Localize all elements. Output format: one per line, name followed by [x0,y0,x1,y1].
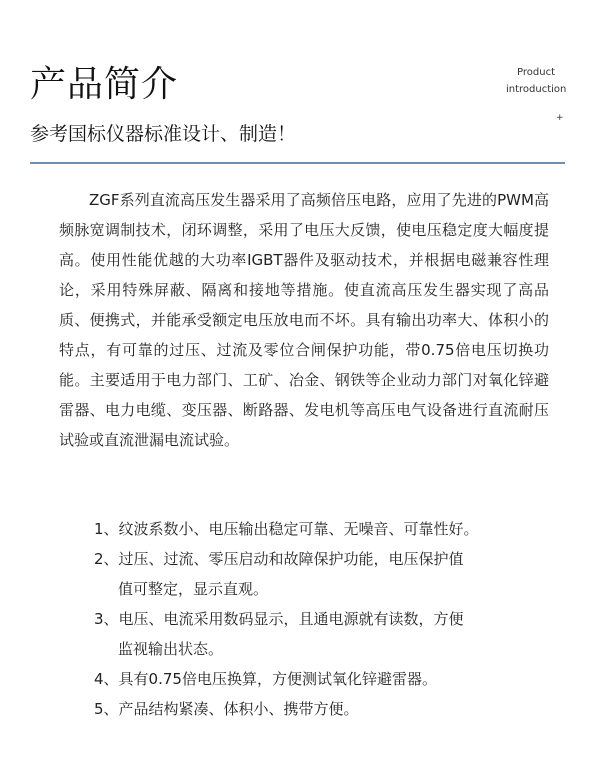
subtitle: 参考国标仪器标准设计、制造！ [30,123,297,145]
feature-item-1-line-1: 1、纹波系数小、电压输出稳定可靠、无噪音、可靠性好。 [94,520,479,538]
divider-line [30,162,565,164]
english-heading [506,64,566,98]
feature-item-3 [94,604,564,664]
feature-item-5-line-1: 5、产品结构紧凑、体积小、携带方便。 [94,700,359,718]
feature-item-2-line-2: 值可整定，显示直观。 [118,580,269,598]
plus-mark: + [556,113,564,123]
feature-list [94,514,564,724]
feature-item-2 [94,544,564,604]
page-title: 产品简介 [30,64,179,105]
feature-item-2-line-1: 2、过压、过流、零压启动和故障保护功能，电压保护值 [94,550,464,568]
feature-item-5 [94,694,564,724]
english-heading-line-1: Product [517,67,555,78]
feature-item-4-line-1: 4、具有0.75倍电压换算，方便测试氧化锌避雷器。 [94,670,437,688]
intro-paragraph: ZGF系列直流高压发生器采用了高频倍压电路，应用了先进的PWM高频脉宽调制技术，闭环调整，采用了电压大反馈，使电压稳定度大幅度提高。使用性能优越的大功率IGBT器件及驱动技术，并根据电磁兼容性理论，采用特殊屏蔽、隔离和接地等措施。使直流高压发生器实现了高品质、便携式，并能承受额定电压放电而不坏。具有输出功率大、体积小的特点，有可靠的过压、过流及零位合闸保护功能，带0.75倍电压切换功能。主要适用于电力部门、工矿、冶金、钢铁等企业动力部门对氧化锌避雷器、电力电缆、变压器、断路器、发电机等高压电气设备进行直流耐压试验或直流泄漏电流试验。 [59,191,549,449]
feature-item-3-line-1: 3、电压、电流采用数码显示，且通电源就有读数，方便 [94,610,464,628]
feature-item-4 [94,664,564,694]
feature-item-1 [94,514,564,544]
english-heading-line-2: introduction [506,84,567,95]
feature-item-3-line-2: 监视输出状态。 [118,640,224,658]
